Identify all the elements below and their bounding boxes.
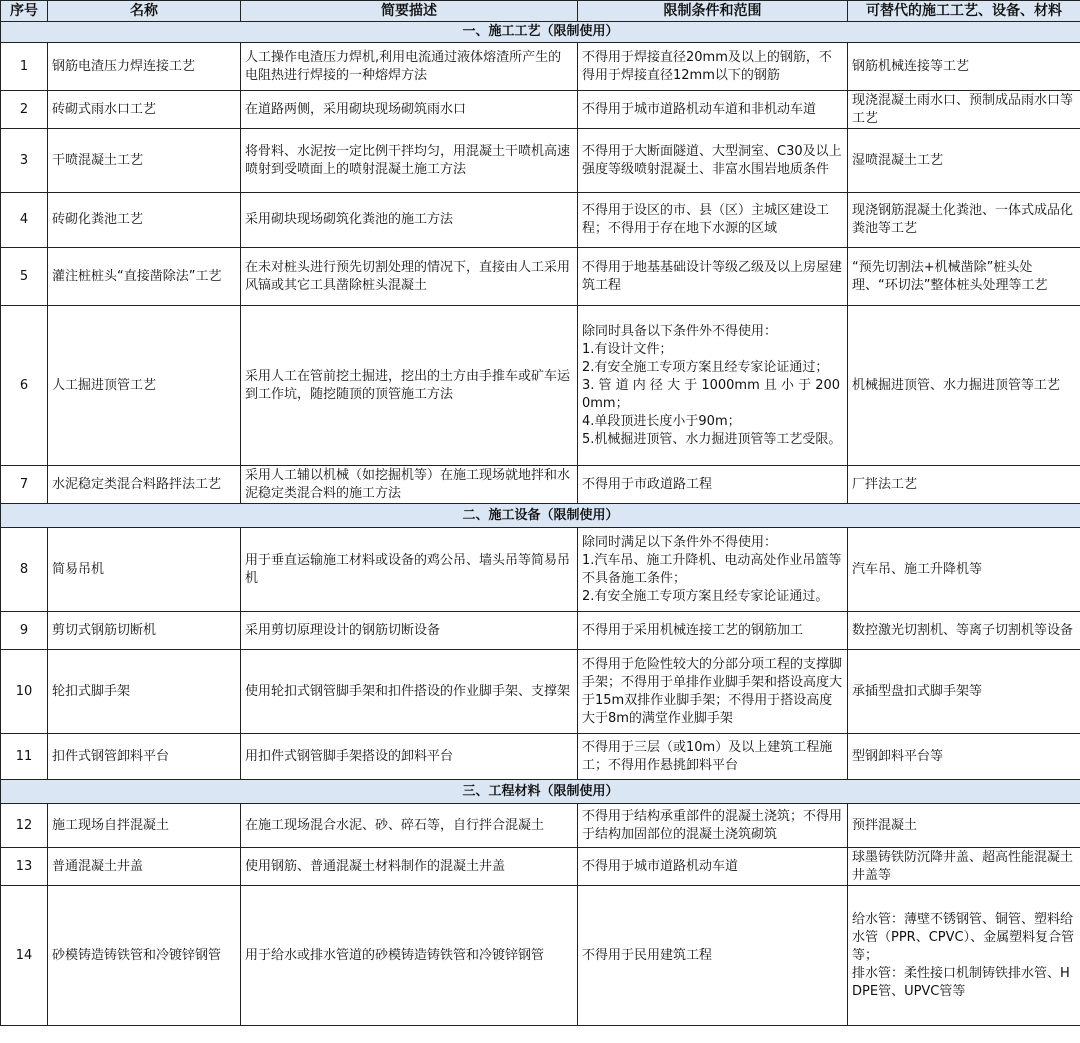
col-header-limit: 限制条件和范围 bbox=[578, 1, 848, 22]
row-alt: 厂拌法工艺 bbox=[848, 466, 1080, 504]
row-alt: 数控激光切割机、等离子切割机等设备 bbox=[848, 612, 1080, 650]
row-desc: 采用砌块现场砌筑化粪池的施工方法 bbox=[241, 193, 578, 248]
table-row bbox=[1, 528, 1080, 612]
row-alt: 湿喷混凝土工艺 bbox=[848, 129, 1080, 193]
row-limit: 不得用于三层（或10m）及以上建筑工程施工；不得用作悬挑卸料平台 bbox=[578, 734, 848, 780]
row-desc: 用于垂直运输施工材料或设备的鸡公吊、墙头吊等简易吊机 bbox=[241, 528, 578, 612]
row-alt: 钢筋机械连接等工艺 bbox=[848, 43, 1080, 91]
row-limit: 不得用于民用建筑工程 bbox=[578, 886, 848, 1026]
row-no: 3 bbox=[1, 129, 48, 193]
col-header-name: 名称 bbox=[48, 1, 241, 22]
col-header-alt: 可替代的施工工艺、设备、材料 bbox=[848, 1, 1080, 22]
row-alt: 现浇混凝土雨水口、预制成品雨水口等工艺 bbox=[848, 91, 1080, 129]
row-limit: 不得用于地基基础设计等级乙级及以上房屋建筑工程 bbox=[578, 248, 848, 306]
col-header-desc: 简要描述 bbox=[241, 1, 578, 22]
row-no: 6 bbox=[1, 306, 48, 466]
row-desc: 采用人工在管前挖土掘进，挖出的土方由手推车或矿车运到工作坑，随挖随顶的顶管施工方法 bbox=[241, 306, 578, 466]
row-no: 11 bbox=[1, 734, 48, 780]
row-desc: 采用剪切原理设计的钢筋切断设备 bbox=[241, 612, 578, 650]
section-row bbox=[1, 22, 1080, 43]
row-alt: 球墨铸铁防沉降井盖、超高性能混凝土井盖等 bbox=[848, 848, 1080, 886]
row-name: 简易吊机 bbox=[48, 528, 241, 612]
row-desc: 采用人工辅以机械（如挖掘机等）在施工现场就地拌和水泥稳定类混合料的施工方法 bbox=[241, 466, 578, 504]
section-row bbox=[1, 780, 1080, 804]
row-no: 1 bbox=[1, 43, 48, 91]
row-name: 砂模铸造铸铁管和冷镀锌钢管 bbox=[48, 886, 241, 1026]
row-limit: 不得用于大断面隧道、大型洞室、C30及以上强度等级喷射混凝土、非富水围岩地质条件 bbox=[578, 129, 848, 193]
row-alt: 现浇钢筋混凝土化粪池、一体式成品化粪池等工艺 bbox=[848, 193, 1080, 248]
row-limit: 不得用于焊接直径20mm及以上的钢筋，不得用于焊接直径12mm以下的钢筋 bbox=[578, 43, 848, 91]
row-name: 剪切式钢筋切断机 bbox=[48, 612, 241, 650]
row-alt: 机械掘进顶管、水力掘进顶管等工艺 bbox=[848, 306, 1080, 466]
row-name: 干喷混凝土工艺 bbox=[48, 129, 241, 193]
table-row bbox=[1, 306, 1080, 466]
row-no: 7 bbox=[1, 466, 48, 504]
row-limit: 不得用于城市道路机动车道和非机动车道 bbox=[578, 91, 848, 129]
table-row bbox=[1, 248, 1080, 306]
row-no: 9 bbox=[1, 612, 48, 650]
row-no: 4 bbox=[1, 193, 48, 248]
row-limit: 不得用于设区的市、县（区）主城区建设工程；不得用于存在地下水源的区域 bbox=[578, 193, 848, 248]
row-name: 水泥稳定类混合料路拌法工艺 bbox=[48, 466, 241, 504]
row-desc: 在未对桩头进行预先切割处理的情况下，直接由人工采用风镐或其它工具凿除桩头混凝土 bbox=[241, 248, 578, 306]
row-alt: “预先切割法+机械凿除”桩头处理、“环切法”整体桩头处理等工艺 bbox=[848, 248, 1080, 306]
row-name: 砖砌式雨水口工艺 bbox=[48, 91, 241, 129]
table-row bbox=[1, 650, 1080, 734]
row-name: 砖砌化粪池工艺 bbox=[48, 193, 241, 248]
row-name: 普通混凝土井盖 bbox=[48, 848, 241, 886]
row-limit: 除同时满足以下条件外不得使用： 1.汽车吊、施工升降机、电动高处作业吊篮等不具备施工条件； 2.有安全施工专项方案且经专家论证通过。 bbox=[578, 528, 848, 612]
row-desc: 用扣件式钢管脚手架搭设的卸料平台 bbox=[241, 734, 578, 780]
row-alt: 型钢卸料平台等 bbox=[848, 734, 1080, 780]
row-no: 13 bbox=[1, 848, 48, 886]
section-title: 一、施工工艺（限制使用） bbox=[1, 22, 1080, 43]
table-row bbox=[1, 43, 1080, 91]
table-row bbox=[1, 848, 1080, 886]
row-desc: 在道路两侧，采用砌块现场砌筑雨水口 bbox=[241, 91, 578, 129]
row-name: 施工现场自拌混凝土 bbox=[48, 804, 241, 848]
row-limit: 不得用于市政道路工程 bbox=[578, 466, 848, 504]
table-row bbox=[1, 734, 1080, 780]
row-desc: 在施工现场混合水泥、砂、碎石等，自行拌合混凝土 bbox=[241, 804, 578, 848]
row-desc: 使用轮扣式钢管脚手架和扣件搭设的作业脚手架、支撑架 bbox=[241, 650, 578, 734]
table-row bbox=[1, 886, 1080, 1026]
row-desc: 使用钢筋、普通混凝土材料制作的混凝土井盖 bbox=[241, 848, 578, 886]
row-name: 轮扣式脚手架 bbox=[48, 650, 241, 734]
col-header-no: 序号 bbox=[1, 1, 48, 22]
row-no: 8 bbox=[1, 528, 48, 612]
section-row bbox=[1, 504, 1080, 528]
table-row bbox=[1, 129, 1080, 193]
table-header-row bbox=[1, 1, 1080, 22]
table-row bbox=[1, 612, 1080, 650]
row-limit: 不得用于采用机械连接工艺的钢筋加工 bbox=[578, 612, 848, 650]
table-row bbox=[1, 91, 1080, 129]
row-limit: 不得用于危险性较大的分部分项工程的支撑脚手架；不得用于单排作业脚手架和搭设高度大于15m双排作业脚手架；不得用于搭设高度大于8m的满堂作业脚手架 bbox=[578, 650, 848, 734]
table-row bbox=[1, 804, 1080, 848]
row-limit: 除同时具备以下条件外不得使用： 1.有设计文件； 2.有安全施工专项方案且经专家论证通过； 3. 管 道 内 径 大 于 1000mm 且 小 于 2000mm； 4.单段顶进长度小于90m； 5.机械掘进顶管、水力掘进顶管等工艺受限。 bbox=[578, 306, 848, 466]
row-no: 14 bbox=[1, 886, 48, 1026]
row-alt: 汽车吊、施工升降机等 bbox=[848, 528, 1080, 612]
row-desc: 将骨料、水泥按一定比例干拌均匀，用混凝土干喷机高速喷射到受喷面上的喷射混凝土施工方法 bbox=[241, 129, 578, 193]
row-no: 10 bbox=[1, 650, 48, 734]
row-desc: 人工操作电渣压力焊机,利用电流通过液体熔渣所产生的电阻热进行焊接的一种熔焊方法 bbox=[241, 43, 578, 91]
row-no: 5 bbox=[1, 248, 48, 306]
section-title: 三、工程材料（限制使用） bbox=[1, 780, 1080, 804]
section-title: 二、施工设备（限制使用） bbox=[1, 504, 1080, 528]
row-name: 扣件式钢管卸料平台 bbox=[48, 734, 241, 780]
row-name: 人工掘进顶管工艺 bbox=[48, 306, 241, 466]
row-limit: 不得用于结构承重部件的混凝土浇筑；不得用于结构加固部位的混凝土浇筑砌筑 bbox=[578, 804, 848, 848]
row-limit: 不得用于城市道路机动车道 bbox=[578, 848, 848, 886]
table-row bbox=[1, 193, 1080, 248]
row-no: 12 bbox=[1, 804, 48, 848]
row-alt: 给水管：薄壁不锈钢管、铜管、塑料给水管（PPR、CPVC）、金属塑料复合管等； 排水管：柔性接口机制铸铁排水管、HDPE管、UPVC管等 bbox=[848, 886, 1080, 1026]
row-no: 2 bbox=[1, 91, 48, 129]
table-row bbox=[1, 466, 1080, 504]
row-name: 灌注桩桩头“直接凿除法”工艺 bbox=[48, 248, 241, 306]
row-desc: 用于给水或排水管道的砂模铸造铸铁管和冷镀锌钢管 bbox=[241, 886, 578, 1026]
row-alt: 预拌混凝土 bbox=[848, 804, 1080, 848]
row-name: 钢筋电渣压力焊连接工艺 bbox=[48, 43, 241, 91]
row-alt: 承插型盘扣式脚手架等 bbox=[848, 650, 1080, 734]
